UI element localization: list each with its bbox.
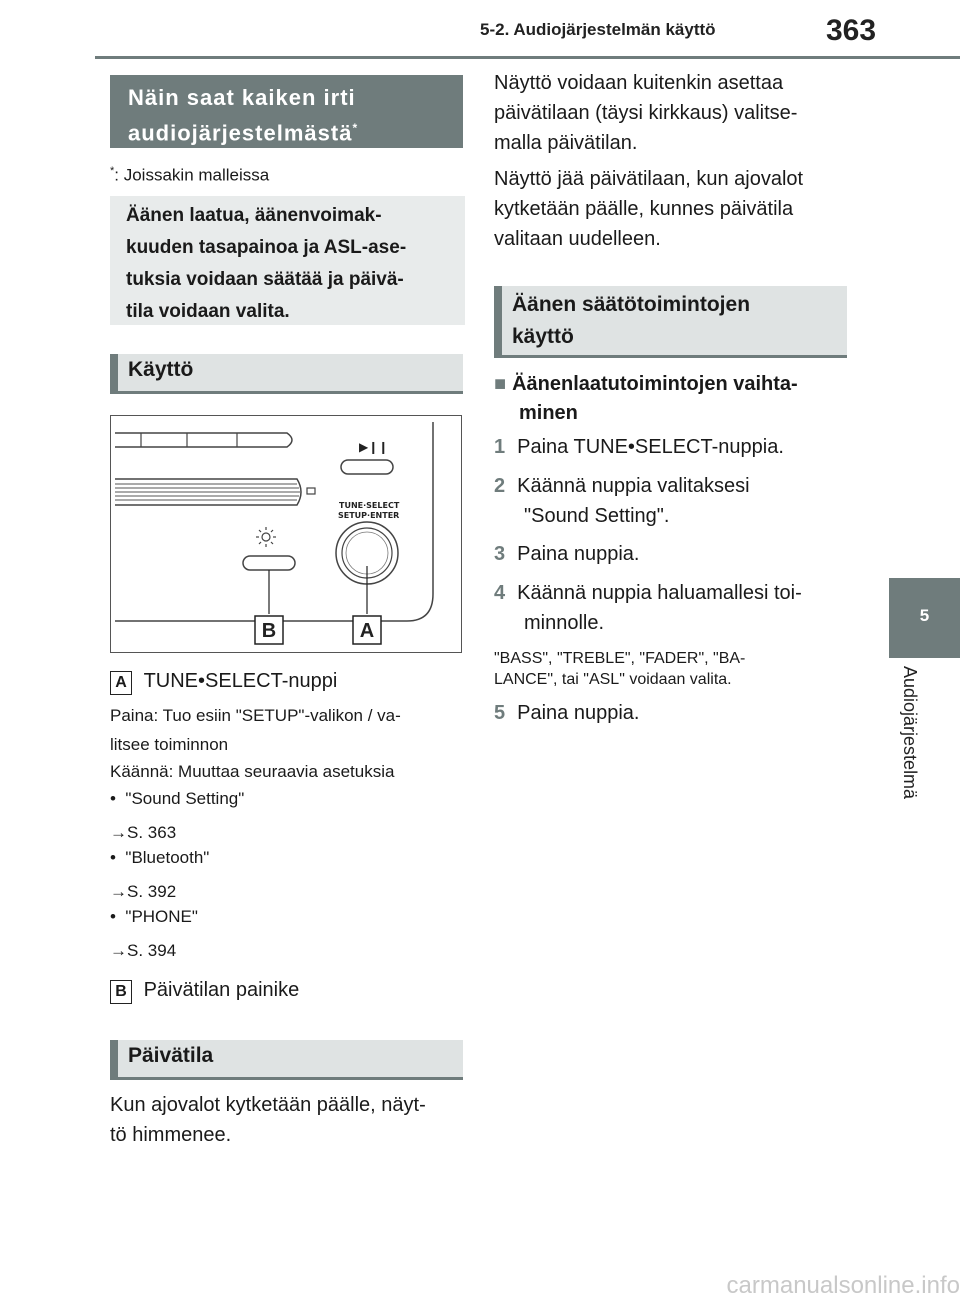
sound-adjust-heading: Äänen säätötoimintojen käyttö xyxy=(494,286,847,358)
play-pause-button xyxy=(341,460,393,474)
step-1: 1 Paina TUNE•SELECT-nuppia. xyxy=(494,436,784,458)
bullet-list xyxy=(110,786,244,963)
main-heading-line1: Näin saat kaiken irti xyxy=(128,85,356,110)
right-para-1: Näyttö voidaan kuitenkin asettaa päivätilaan (täysi kirkkaus) valitse- malla päivätilan. xyxy=(494,72,798,154)
ref-392: →S. 392 xyxy=(110,882,177,901)
item-a xyxy=(110,666,337,696)
step-4: 4 Käännä nuppia haluamallesi toi- minnolle. xyxy=(494,582,802,634)
paivatila-heading: Päivätila xyxy=(110,1040,463,1080)
ref-363: →S. 363 xyxy=(110,823,177,842)
section-title: 5-2. Audiojärjestelmän käyttö xyxy=(480,20,716,39)
item-a-label: TUNE•SELECT-nuppi xyxy=(143,670,338,692)
step-5: 5 Paina nuppia. xyxy=(494,702,640,724)
kaytto-heading: Käyttö xyxy=(110,354,463,394)
chapter-label xyxy=(896,666,920,836)
watermark: carmanualsonline.info xyxy=(726,1272,960,1299)
item-a-turn: Käännä: Muuttaa seuraavia asetuksia xyxy=(110,762,395,781)
callout-a-label: A xyxy=(359,620,375,642)
step-3: 3 Paina nuppia. xyxy=(494,543,640,565)
bullet-phone: • "PHONE" xyxy=(110,907,198,926)
chapter-number: 5 xyxy=(919,606,930,625)
day-mode-button xyxy=(243,556,295,570)
main-heading xyxy=(110,75,463,148)
footnote: *: Joissakin malleissa xyxy=(110,165,270,185)
chapter-label-text: Audiojärjestelmä xyxy=(900,666,920,800)
item-b-label: Päivätilan painike xyxy=(143,979,300,1001)
paivatila-text: Kun ajovalot kytketään päälle, näyt- tö himmenee. xyxy=(110,1094,426,1146)
main-heading-line2: audiojärjestelmästä* xyxy=(128,120,359,146)
item-a-press: Paina: Tuo esiin "SETUP"-valikon / va- litsee toiminnon xyxy=(110,706,401,754)
disc-slot xyxy=(115,479,315,505)
header-rule xyxy=(95,56,960,59)
step-2: 2 Käännä nuppia valitaksesi "Sound Setting". xyxy=(494,475,750,527)
play-pause-icon: ▶❙❙ xyxy=(359,440,389,454)
knob-label-line1: TUNE·SELECT xyxy=(339,501,400,510)
item-a-letter: A xyxy=(110,671,132,695)
callout-b-label: B xyxy=(261,620,277,642)
bullet-bluetooth: • "Bluetooth" xyxy=(110,848,210,867)
knob-label-line2: SETUP·ENTER xyxy=(338,511,400,520)
bullet-sound-setting: • "Sound Setting" xyxy=(110,789,245,808)
square-bullet-icon: ■ xyxy=(494,373,507,395)
page-number: 363 xyxy=(826,14,877,47)
audio-panel-illustration xyxy=(110,415,462,653)
panel-drawing xyxy=(111,416,460,651)
options-note: "BASS", "TREBLE", "FADER", "BA- LANCE", tai "ASL" voidaan valita. xyxy=(494,650,746,688)
chapter-tab xyxy=(889,578,960,658)
summary-box: Äänen laatua, äänenvoimak- kuuden tasapainoa ja ASL-ase- tuksia voidaan säätää ja päivä- tila voidaan valita. xyxy=(110,196,465,325)
sun-icon xyxy=(256,527,276,547)
eject-icon xyxy=(307,488,315,494)
sub-heading: ■ Äänenlaatutoimintojen vaihta- minen xyxy=(494,373,798,424)
right-para-2: Näyttö jää päivätilaan, kun ajovalot kytketään päälle, kunnes päivätila valitaan uudelleen. xyxy=(494,168,804,250)
ref-394: →S. 394 xyxy=(110,941,177,960)
item-b xyxy=(110,975,299,1005)
item-b-letter: B xyxy=(110,980,132,1004)
